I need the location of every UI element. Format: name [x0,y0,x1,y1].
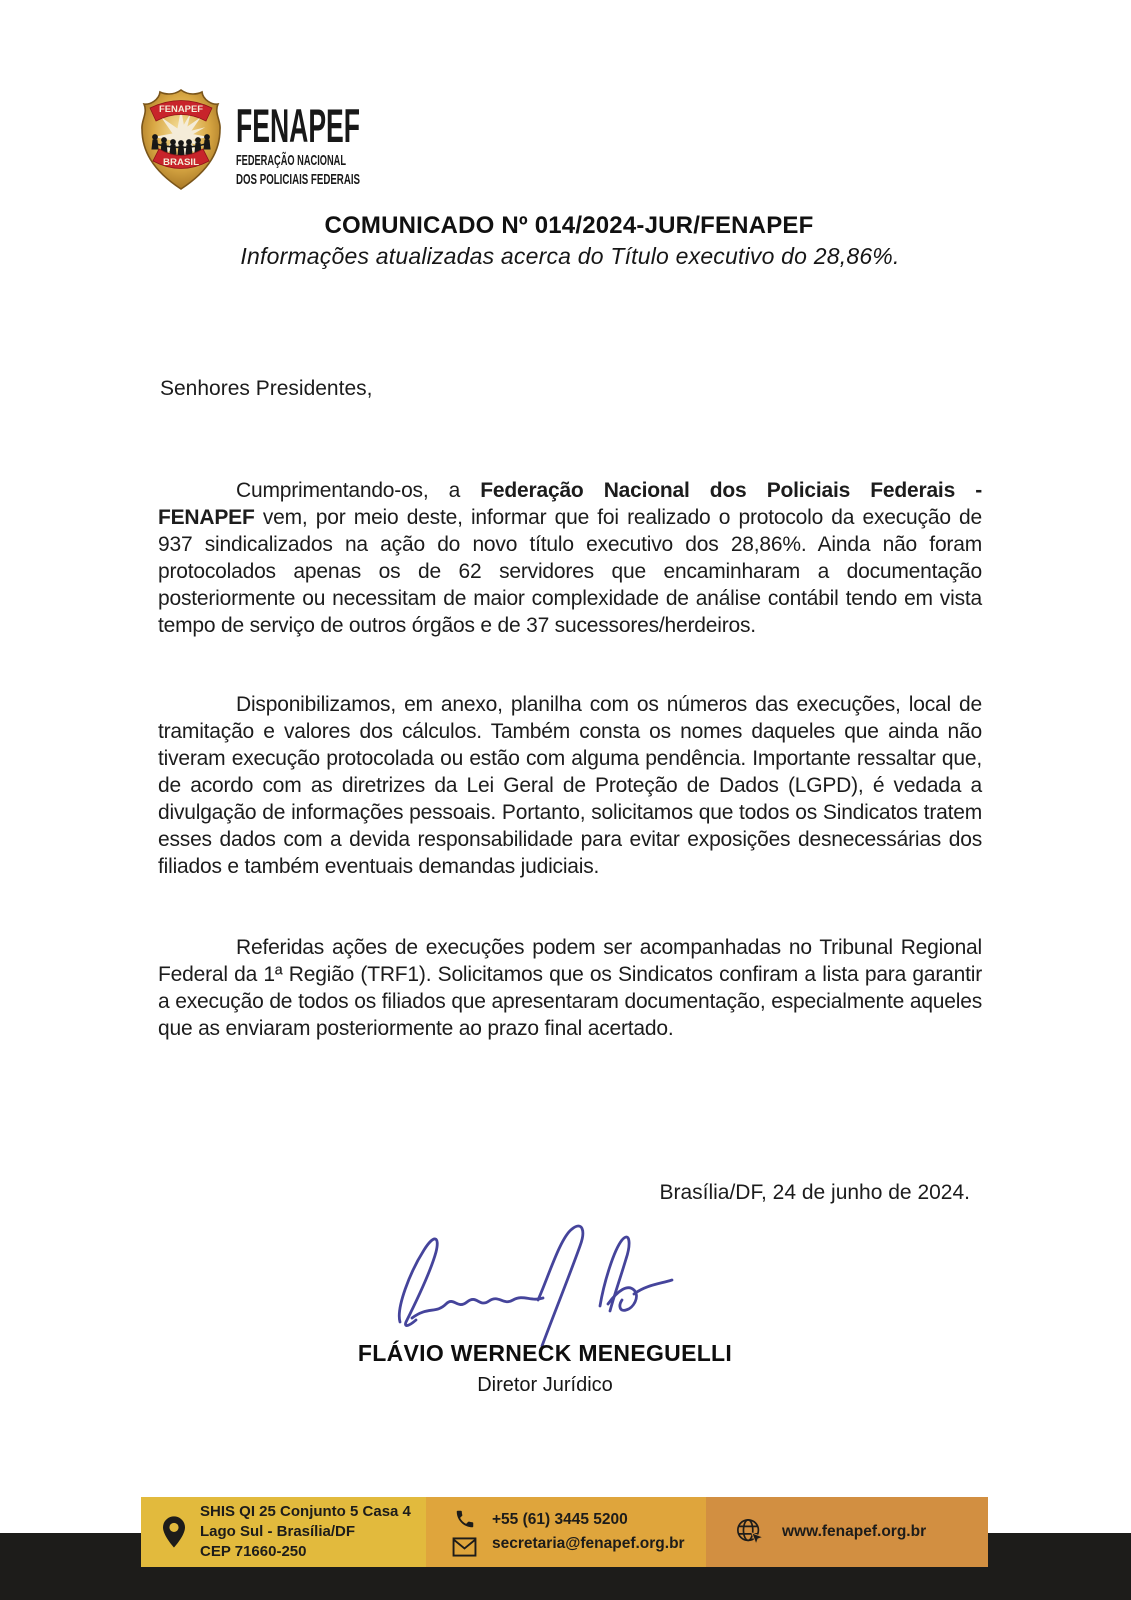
footer-address-panel [141,1497,426,1567]
signature-block [300,1222,790,1402]
globe-cursor-icon [736,1518,764,1546]
footer-contact-icons [452,1508,477,1557]
svg-text:DOS POLICIAIS FEDERAIS: DOS POLICIAIS FEDERAIS [236,171,360,188]
document-subtitle: Informações atualizadas acerca do Título executivo do 28,86%. [240,243,900,269]
location-pin-icon [163,1516,185,1548]
address-line-2: Lago Sul - Brasília/DF [200,1523,356,1540]
footer-contact-text [492,1508,685,1556]
dateline: Brasília/DF, 24 de junho de 2024. [659,1181,970,1204]
svg-text:FEDERAÇÃO NACIONAL: FEDERAÇÃO NACIONAL [236,152,415,169]
signer-role: Diretor Jurídico [477,1374,613,1396]
salutation: Senhores Presidentes, [160,377,373,400]
address-line-3: CEP 71660-250 [200,1543,307,1560]
footer-website-panel [706,1497,988,1567]
brand-subline-1 [236,150,436,170]
brand-text-block [236,102,436,190]
signature-scrawl [378,1222,708,1357]
svg-text:FENAPEF: FENAPEF [159,104,204,114]
paragraph-1-bold: Federação Nacional dos Policiais Federais - FENAPEF [158,479,982,529]
paragraph-1 [158,477,982,639]
phone-icon [454,1508,476,1530]
brand-subline-2 [236,170,436,190]
phone-number: +55 (61) 3445 5200 [492,1511,628,1528]
paragraph-3: Referidas ações de execuções podem ser acompanhadas no Tribunal Regional Federal da 1ª Região (TRF1). Solicitamos que os Sindicatos confiram a lista para garantir a execução de todos os filiados que apresentaram documentação, especialmente aqueles que as enviaram posteriormente ao prazo final acertado. [158,936,982,1040]
fenapef-badge-icon [140,88,222,192]
address-line-1: SHIS QI 25 Conjunto 5 Casa 4 [200,1503,411,1520]
paragraph-1-prefix: Cumprimentando-os, a [236,479,481,502]
document-title: COMUNICADO Nº 014/2024-JUR/FENAPEF [324,212,814,239]
brand-wordmark [236,102,436,150]
signer-name: FLÁVIO WERNECK MENEGUELLI [357,1340,733,1366]
email-address: secretaria@fenapef.org.br [492,1535,685,1552]
svg-text:BRASIL: BRASIL [163,157,200,167]
footer-contact-panel [426,1497,706,1567]
svg-text:FENAPEF: FENAPEF [236,102,360,150]
footer-address-text [200,1502,411,1562]
envelope-icon [452,1537,477,1557]
paragraph-1-rest: vem, por meio deste, informar que foi realizado o protocolo da execução de 937 sindicalizados na ação do novo título executivo dos 28,86%. Ainda não foram protocolados apenas os de 62 servidores que encaminharam a documentação posteriormente ou necessitam de maior complexidade de análise contábil tendo em vista tempo de serviço de outros órgãos e de 37 sucessores/herdeiros. [158,506,982,637]
website-url: www.fenapef.org.br [782,1523,927,1540]
footer-panels [141,1497,988,1567]
fenapef-logo [140,88,436,192]
paragraph-2: Disponibilizamos, em anexo, planilha com os números das execuções, local de tramitação e valores dos cálculos. Também consta os nomes daqueles que ainda não tiveram execução protocolada ou estão com alguma pendência. Importante ressaltar que, de acordo com as diretrizes da Lei Geral de Proteção de Dados (LGPD), é vedada a divulgação de informações pessoais. Portanto, solicitamos que todos os Sindicatos tratem esses dados com a devida responsabilidade para evitar exposições desnecessárias dos filiados e também eventuais demandas judiciais. [158,693,982,878]
